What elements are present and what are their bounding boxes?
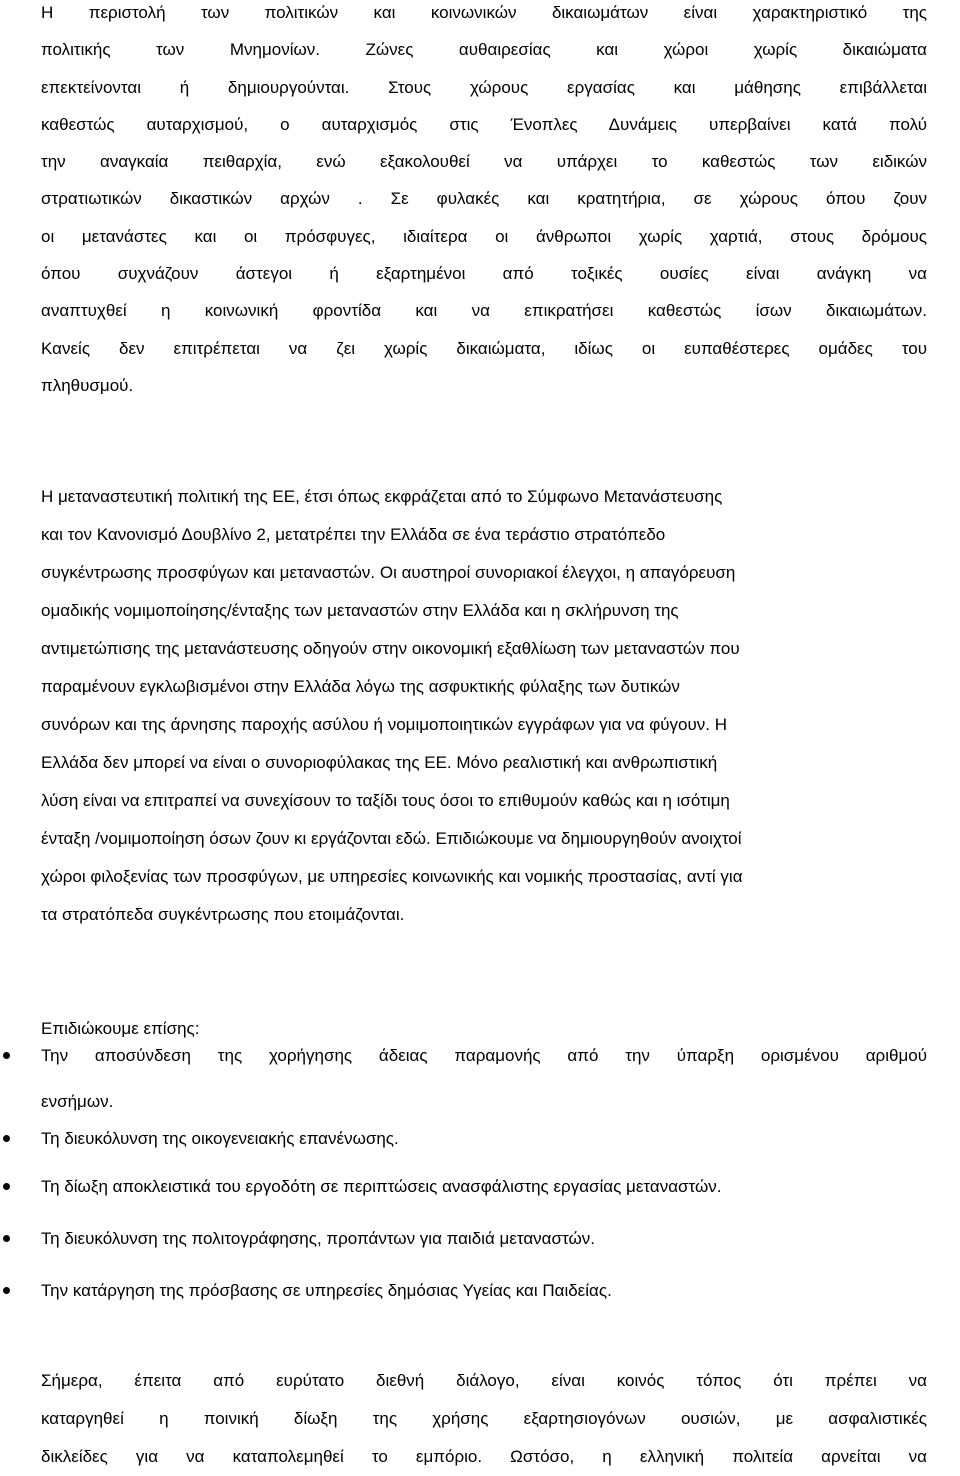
text-line: συνόρων και της άρνησης παροχής ασύλου ή νομιμοποιητικών εγγράφων για να φύγουν. Η bbox=[41, 715, 727, 734]
text-line: παραμένουν εγκλωβισμένοι στην Ελλάδα λόγω της ασφυκτικής φύλαξης των δυτικών bbox=[41, 677, 680, 696]
text-line: καταργηθεί η ποινική δίωξη της χρήσης εξαρτησιογόνων ουσιών, με ασφαλιστικές bbox=[41, 1409, 927, 1428]
bullet-icon bbox=[3, 1235, 10, 1242]
text-line: λύση είναι να επιτραπεί να συνεχίσουν το ταξίδι τους όσοι το επιθυμούν καθώς και η ισότιμη bbox=[41, 791, 730, 810]
text-line: Ελλάδα δεν μπορεί να είναι ο συνοριοφύλακας της ΕΕ. Μόνο ρεαλιστική και ανθρωπιστική bbox=[41, 753, 718, 772]
bullet-icon bbox=[3, 1052, 10, 1059]
list-item-text: Τη διευκόλυνση της πολιτογράφησης, προπάντων για παιδιά μεταναστών. bbox=[41, 1229, 595, 1248]
list-item bbox=[0, 1220, 927, 1272]
text-line: ομαδικής νομιμοποίησης/ένταξης των μεταναστών στην Ελλάδα και η σκλήρυνση της bbox=[41, 601, 679, 620]
list-item bbox=[0, 1120, 927, 1168]
list-item-text: Την κατάργηση της πρόσβασης σε υπηρεσίες δημόσιας Υγείας και Παιδείας. bbox=[41, 1281, 612, 1300]
text-line: συγκέντρωσης προσφύγων και μεταναστών. Οι αυστηροί συνοριακοί έλεγχοι, η απαγόρευση bbox=[41, 563, 736, 582]
text-line: δικλείδες για να καταπολεμηθεί το εμπόριο. Ωστόσο, η ελληνική πολιτεία αρνείται να bbox=[41, 1447, 927, 1466]
text-line: ένταξη /νομιμοποίηση όσων ζουν κι εργάζονται εδώ. Επιδιώκουμε να δημιουργηθούν ανοιχτοί bbox=[41, 829, 742, 848]
text-line: Σήμερα, έπειτα από ευρύτατο διεθνή διάλογο, είναι κοινός τόπος ότι πρέπει να bbox=[41, 1371, 927, 1390]
text-line: την αναγκαία πειθαρχία, ενώ εξακολουθεί να υπάρχει το καθεστώς των ειδικών bbox=[41, 152, 927, 172]
list-item-text: ενσήμων. bbox=[41, 1092, 114, 1111]
text-line: Η περιστολή των πολιτικών και κοινωνικών δικαιωμάτων είναι χαρακτηριστικό της bbox=[41, 3, 927, 22]
text-line: καθεστώς αυταρχισμού, ο αυταρχισμός στις Ένοπλες Δυνάμεις υπερβαίνει κατά πολύ bbox=[41, 114, 927, 134]
list-item-text: Τη διευκόλυνση της οικογενειακής επανένωσης. bbox=[41, 1129, 399, 1148]
list-item-text: Τη δίωξη αποκλειστικά του εργοδότη σε περιπτώσεις ανασφάλιστης εργασίας μεταναστών. bbox=[41, 1177, 722, 1196]
bullet-icon bbox=[3, 1135, 10, 1142]
bullet-icon bbox=[3, 1183, 10, 1190]
text-line: όπου συχνάζουν άστεγοι ή εξαρτημένοι από τοξικές ουσίες είναι ανάγκη να bbox=[41, 264, 927, 284]
paragraph-drugs-policy bbox=[41, 1362, 927, 1476]
paragraph-civil-rights bbox=[41, 0, 927, 404]
text-line: χώροι φιλοξενίας των προσφύγων, με υπηρεσίες κοινωνικής και νομικής προστασίας, αντί για bbox=[41, 867, 743, 886]
text-line: Η μεταναστευτική πολιτική της ΕΕ, έτσι όπως εκφράζεται από το Σύμφωνο Μετανάστευσης bbox=[41, 487, 723, 506]
list-item bbox=[0, 1168, 927, 1220]
bullet-icon bbox=[3, 1287, 10, 1294]
text-line: στρατιωτικών δικαστικών αρχών . Σε φυλακές και κρατητήρια, σε χώρους όπου ζουν bbox=[41, 189, 927, 209]
text-line: πολιτικής των Μνημονίων. Ζώνες αυθαιρεσίας και χώροι χωρίς δικαιώματα bbox=[41, 40, 927, 60]
text-line: και τον Κανονισμό Δουβλίνο 2, μετατρέπει την Ελλάδα σε ένα τεράστιο στρατόπεδο bbox=[41, 525, 666, 544]
text-line: πληθυσμού. bbox=[41, 375, 134, 395]
text-line: οι μετανάστες και οι πρόσφυγες, ιδιαίτερα οι άνθρωποι χωρίς χαρτιά, στους δρόμους bbox=[41, 226, 927, 246]
text-line: αναπτυχθεί η κοινωνική φροντίδα και να επικρατήσει καθεστώς ίσων δικαιωμάτων. bbox=[41, 301, 927, 321]
list-item bbox=[0, 1272, 927, 1322]
intro-text: Επιδιώκουμε επίσης: bbox=[41, 1019, 200, 1038]
text-line: Κανείς δεν επιτρέπεται να ζει χωρίς δικαιώματα, ιδίως οι ευπαθέστερες ομάδες του bbox=[41, 338, 927, 358]
list-item-text: Την αποσύνδεση της χορήγησης άδειας παραμονής από την ύπαρξη ορισμένου αριθμού bbox=[41, 1046, 927, 1065]
text-line: τα στρατόπεδα συγκέντρωσης που ετοιμάζονται. bbox=[41, 905, 405, 924]
text-line: επεκτείνονται ή δημιουργούνται. Στους χώρους εργασίας και μάθησης επιβάλλεται bbox=[41, 77, 927, 97]
text-line: αντιμετώπισης της μετανάστευσης οδηγούν στην οικονομική εξαθλίωση των μεταναστών που bbox=[41, 639, 740, 658]
list-item bbox=[0, 1037, 927, 1121]
paragraph-migration-policy bbox=[41, 478, 927, 934]
bullet-list bbox=[0, 1037, 960, 1322]
